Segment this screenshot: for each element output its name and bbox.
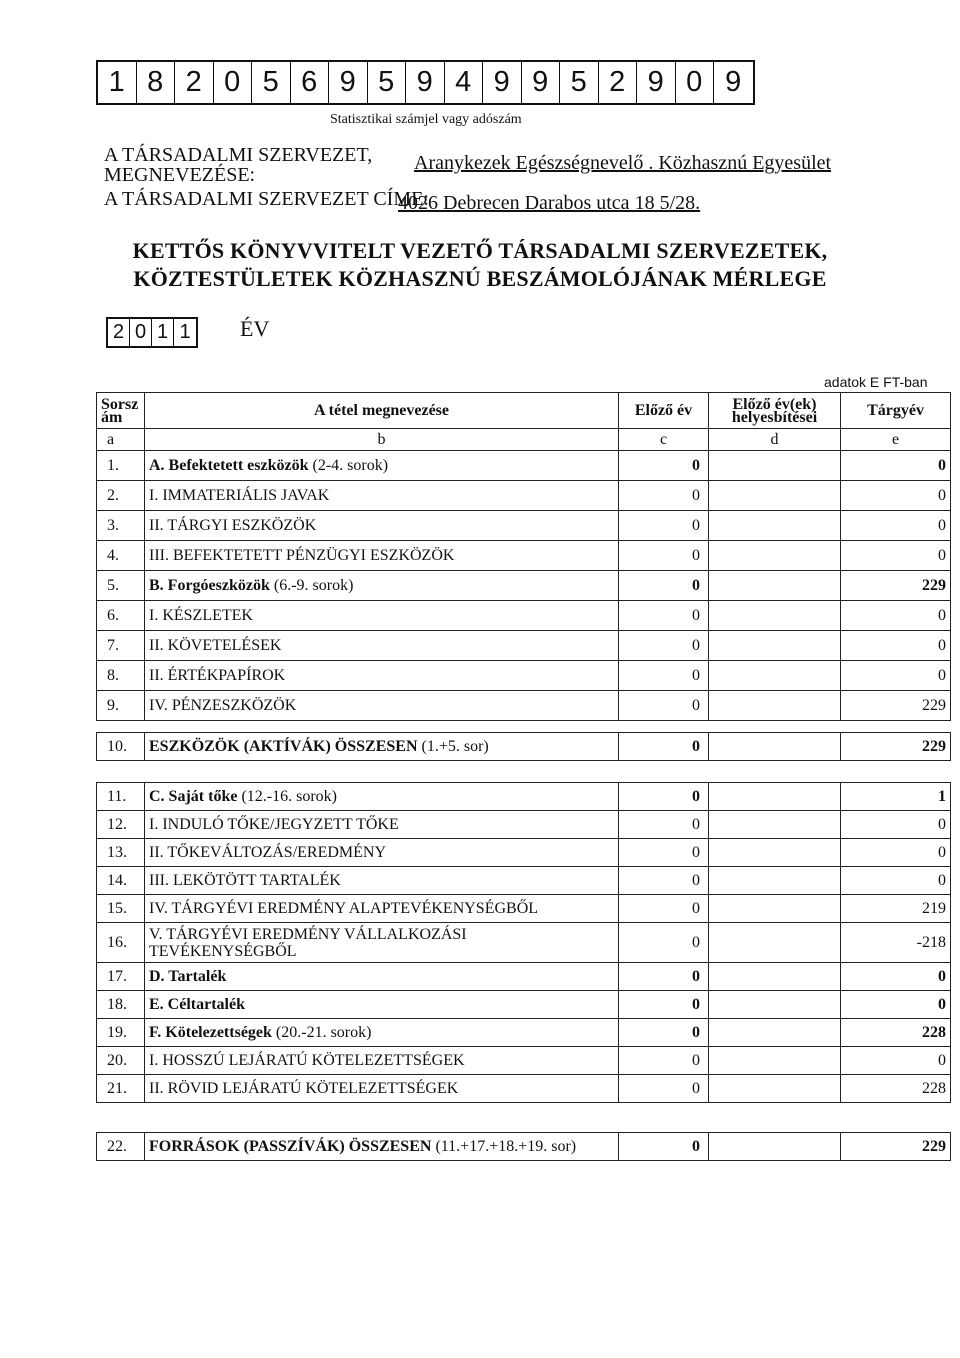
row-number: 14. [97,867,145,895]
header-sorszam: Sorsz ám [97,393,145,429]
row-label [145,867,619,895]
row-number: 15. [97,895,145,923]
current-year-value: 0 [841,451,951,481]
current-year-value: 229 [841,691,951,721]
digit-box: 8 [137,62,176,103]
previous-year-value: 0 [619,811,709,839]
row-label [145,571,619,601]
row-number: 5. [97,571,145,601]
row-label-text: B. Forgóeszközök [149,576,270,594]
row-label [145,963,619,991]
row-label-suffix: (12.-16. sorok) [237,787,337,805]
row-label [145,631,619,661]
table-row [97,1133,951,1161]
digit-box: 2 [175,62,214,103]
row-number: 8. [97,661,145,691]
current-year-value: 1 [841,783,951,811]
row-label [145,1019,619,1047]
table-row [97,1047,951,1075]
previous-year-value: 0 [619,691,709,721]
assets-total-table [96,732,951,761]
previous-year-value: 0 [619,783,709,811]
header-helyesbites: Előző év(ek) helyesbítései [709,393,841,429]
previous-year-value: 0 [619,451,709,481]
table-row [97,631,951,661]
current-year-value: 0 [841,839,951,867]
correction-value [709,923,841,963]
row-number: 10. [97,733,145,761]
row-label-suffix: (2-4. sorok) [308,456,389,474]
liabilities-total-table [96,1132,951,1161]
previous-year-value: 0 [619,963,709,991]
correction-value [709,571,841,601]
row-label-text: I. INDULÓ TŐKE/JEGYZETT TŐKE [149,815,399,833]
correction-value [709,783,841,811]
digit-box: 9 [522,62,561,103]
correction-value [709,1133,841,1161]
row-number: 22. [97,1133,145,1161]
header-elozo-ev: Előző év [619,393,709,429]
row-number: 18. [97,991,145,1019]
header-tetel: A tétel megnevezése [145,393,619,429]
row-label-text: I. KÉSZLETEK [149,606,253,624]
row-label [145,451,619,481]
row-label-text: ESZKÖZÖK (AKTÍVÁK) ÖSSZESEN [149,737,418,755]
current-year-value: 228 [841,1019,951,1047]
row-label-text: D. Tartalék [149,967,227,985]
column-letter: d [709,429,841,451]
table-row [97,481,951,511]
row-label [145,895,619,923]
digit-box: 9 [483,62,522,103]
row-label-text: IV. TÁRGYÉVI EREDMÉNY ALAPTEVÉKENYSÉGBŐL [149,899,539,917]
correction-value [709,867,841,895]
row-number: 12. [97,811,145,839]
org-address-label: A TÁRSADALMI SZERVEZET CÍME: [104,188,429,210]
table-row [97,811,951,839]
row-number: 7. [97,631,145,661]
table-row [97,923,951,963]
previous-year-value: 0 [619,541,709,571]
table-row [97,991,951,1019]
row-number: 21. [97,1075,145,1103]
row-number: 20. [97,1047,145,1075]
row-label [145,923,619,963]
current-year-value: 228 [841,1075,951,1103]
row-label-text: II. TŐKEVÁLTOZÁS/EREDMÉNY [149,843,387,861]
current-year-value: 0 [841,631,951,661]
row-label [145,661,619,691]
current-year-value: 229 [841,571,951,601]
current-year-value: 0 [841,511,951,541]
correction-value [709,991,841,1019]
row-label [145,1075,619,1103]
row-label-text: A. Befektetett eszközök [149,456,309,474]
column-letter: a [97,429,145,451]
row-label-text: I. HOSSZÚ LEJÁRATÚ KÖTELEZETTSÉGEK [149,1051,465,1069]
row-label [145,783,619,811]
correction-value [709,691,841,721]
table-row [97,733,951,761]
row-label [145,691,619,721]
org-name-label-2: MEGNEVEZÉSE: [104,164,256,186]
digit-box: 5 [252,62,291,103]
previous-year-value: 0 [619,601,709,631]
row-label [145,1047,619,1075]
previous-year-value: 0 [619,631,709,661]
digit-box: 5 [560,62,599,103]
current-year-value: 219 [841,895,951,923]
liabilities-table [96,782,951,1103]
row-label [145,733,619,761]
row-label-text: II. KÖVETELÉSEK [149,636,282,654]
correction-value [709,481,841,511]
row-label-text: I. IMMATERIÁLIS JAVAK [149,486,330,504]
previous-year-value: 0 [619,991,709,1019]
table-row [97,571,951,601]
row-label-text: IV. PÉNZESZKÖZÖK [149,696,297,714]
row-label-text: III. LEKÖTÖTT TARTALÉK [149,871,341,889]
row-label-text: F. Kötelezettségek [149,1023,272,1041]
assets-table [96,392,951,721]
table-row [97,1019,951,1047]
row-number: 11. [97,783,145,811]
unit-note: adatok E FT-ban [824,374,928,390]
row-number: 13. [97,839,145,867]
table-row [97,867,951,895]
row-label-text: II. TÁRGYI ESZKÖZÖK [149,516,317,534]
table-row [97,541,951,571]
correction-value [709,811,841,839]
row-label [145,839,619,867]
org-address-value: 4026 Debrecen Darabos utca 18 5/28. [398,192,701,214]
table-row [97,839,951,867]
correction-value [709,1075,841,1103]
correction-value [709,661,841,691]
row-label-text: II. RÖVID LEJÁRATÚ KÖTELEZETTSÉGEK [149,1079,459,1097]
row-label-text: FORRÁSOK (PASSZÍVÁK) ÖSSZESEN [149,1137,432,1155]
previous-year-value: 0 [619,839,709,867]
row-label [145,541,619,571]
row-number: 17. [97,963,145,991]
current-year-value: 229 [841,733,951,761]
digit-box: 0 [130,319,152,346]
digit-box: 0 [676,62,715,103]
correction-value [709,601,841,631]
correction-value [709,541,841,571]
row-label-text: II. ÉRTÉKPAPÍROK [149,666,286,684]
digit-box: 9 [725,66,742,98]
table-row [97,783,951,811]
table-row [97,601,951,631]
row-number: 9. [97,691,145,721]
org-name-value: Aranykezek Egészségnevelő . Közhasznú Egyesület [414,152,832,174]
previous-year-value: 0 [619,571,709,601]
correction-value [709,963,841,991]
digit-box: 1 [179,321,191,343]
row-label [145,511,619,541]
digit-box: 9 [329,62,368,103]
row-number: 4. [97,541,145,571]
current-year-value: 0 [841,661,951,691]
row-number: 2. [97,481,145,511]
statistical-number [96,60,755,105]
row-label [145,481,619,511]
correction-value [709,895,841,923]
current-year-value: 229 [841,1133,951,1161]
previous-year-value: 0 [619,511,709,541]
digit-box: 2 [599,62,638,103]
table-row [97,1075,951,1103]
digit-box: 6 [291,62,330,103]
previous-year-value: 0 [619,661,709,691]
current-year-value: 0 [841,601,951,631]
correction-value [709,511,841,541]
current-year-value: 0 [841,991,951,1019]
current-year-value: 0 [841,867,951,895]
digit-box: 9 [406,62,445,103]
digit-box: 0 [214,62,253,103]
row-label-text: C. Saját tőke [149,787,238,805]
digit-box: 1 [152,319,174,346]
year-boxes [106,317,198,348]
column-letter: c [619,429,709,451]
table-row [97,963,951,991]
previous-year-value: 0 [619,1133,709,1161]
table-row [97,661,951,691]
row-number: 16. [97,923,145,963]
table-row [97,691,951,721]
previous-year-value: 0 [619,733,709,761]
previous-year-value: 0 [619,895,709,923]
row-label-suffix: (6.-9. sorok) [269,576,354,594]
document-title-line-2: KÖZTESTÜLETEK KÖZHASZNÚ BESZÁMOLÓJÁNAK MÉRLEGE [133,266,827,291]
row-number: 19. [97,1019,145,1047]
row-label-suffix: (11.+17.+18.+19. sor) [431,1137,577,1155]
column-letter: e [841,429,951,451]
correction-value [709,839,841,867]
current-year-value: 0 [841,811,951,839]
previous-year-value: 0 [619,1019,709,1047]
current-year-value: 0 [841,541,951,571]
row-number: 3. [97,511,145,541]
current-year-value: -218 [841,923,951,963]
current-year-value: 0 [841,481,951,511]
row-label [145,811,619,839]
row-label-text: III. BEFEKTETETT PÉNZÜGYI ESZKÖZÖK [149,546,455,564]
stat-caption: Statisztikai számjel vagy adószám [330,112,522,127]
correction-value [709,451,841,481]
document-title-line-1: KETTŐS KÖNYVVITELT VEZETŐ TÁRSADALMI SZERVEZETEK, [132,238,828,263]
correction-value [709,1019,841,1047]
digit-box: 2 [108,319,130,346]
table-row [97,451,951,481]
row-number: 1. [97,451,145,481]
row-label [145,601,619,631]
row-number: 6. [97,601,145,631]
digit-box: 4 [445,62,484,103]
row-label-suffix: (1.+5. sor) [417,737,489,755]
previous-year-value: 0 [619,1075,709,1103]
previous-year-value: 0 [619,1047,709,1075]
digit-box: 5 [368,62,407,103]
correction-value [709,1047,841,1075]
column-letter: b [145,429,619,451]
row-label-text: E. Céltartalék [149,995,245,1013]
correction-value [709,733,841,761]
table-row [97,511,951,541]
previous-year-value: 0 [619,923,709,963]
year-label: ÉV [240,316,270,341]
table-row [97,895,951,923]
row-label-text: V. TÁRGYÉVI EREDMÉNY VÁLLALKOZÁSI TEVÉKENYSÉGBŐL [149,925,467,960]
previous-year-value: 0 [619,481,709,511]
row-label-suffix: (20.-21. sorok) [271,1023,372,1041]
current-year-value: 0 [841,963,951,991]
current-year-value: 0 [841,1047,951,1075]
org-name-label-1: A TÁRSADALMI SZERVEZET, [104,144,373,166]
row-label [145,1133,619,1161]
previous-year-value: 0 [619,867,709,895]
row-label [145,991,619,1019]
header-targyev: Tárgyév [841,393,951,429]
digit-box: 9 [637,62,676,103]
correction-value [709,631,841,661]
digit-box: 1 [98,62,137,103]
